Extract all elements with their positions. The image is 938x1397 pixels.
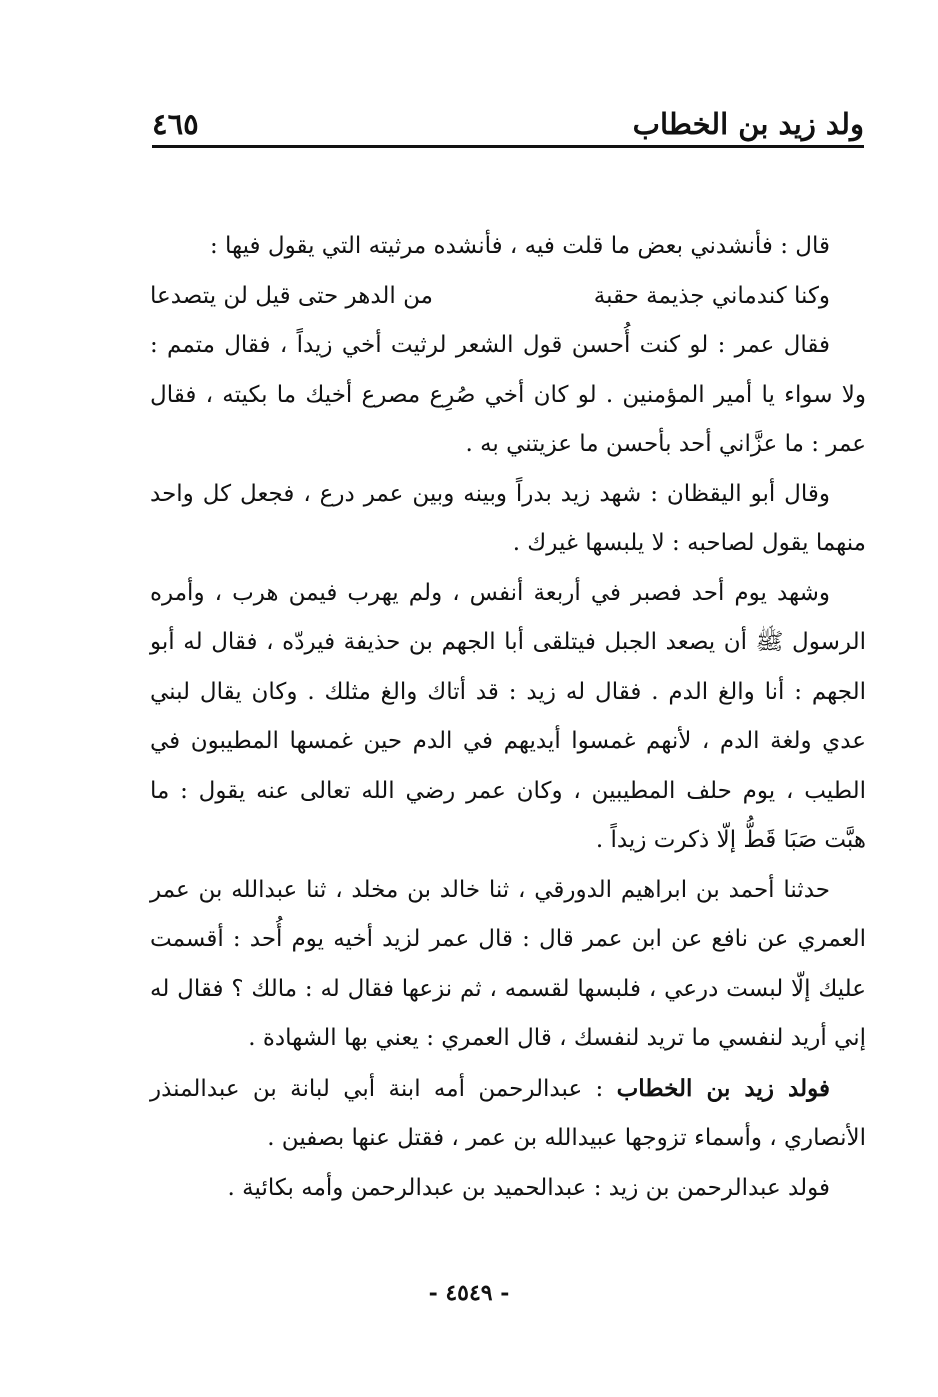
body-text (150, 222, 866, 1213)
paragraph-text: : عبدالرحمن أمه ابنة أبي لبانة بن عبدالمنذر الأنصاري ، وأسماء تزوجها عبيدالله بن عمر ، فقتل عنها بصفين . (150, 1075, 866, 1151)
running-header (152, 98, 864, 148)
paragraph: فقال عمر : لو كنت أُحسن قول الشعر لرثيت أخي زيداً ، فقال متمم : ولا سواء يا أمير المؤمنين . لو كان أخي صُرِع مصرع أخيك ما بكيته ، فقال عمر : ما عزَّاني أحد بأحسن ما عزيتني به . (150, 332, 866, 457)
paragraph: وقال أبو اليقظان : شهد زيد بدراً وبينه وبين عمر درع ، فجعل كل واحد منهما يقول لصاحبه : لا يلبسها غيرك . (150, 480, 866, 556)
paragraph (150, 1064, 866, 1164)
verse-first-hemistich: وكنا كندماني جذيمة حقبة (593, 282, 830, 309)
header-title: ولد زيد بن الخطاب (632, 107, 864, 141)
paragraph: قال : فأنشدني بعض ما قلت فيه ، فأنشده مرثيته التي يقول فيها : (209, 233, 830, 259)
paragraph: حدثنا أحمد بن ابراهيم الدورقي ، ثنا خالد بن مخلد ، ثنا عبدالله بن عمر العمري عن نافع عن ابن عمر قال : قال عمر لزيد أخيه يوم أُحد : أقسمت عليك إلّا لبست درعي ، فلبسها لقسمه ، ثم نزعها فقال له : مالك ؟ فقال له إني أريد لنفسي ما تريد لنفسك ، قال العمري : يعني بها الشهادة . (150, 876, 866, 1051)
section-heading-inline: فولد زيد بن الخطاب (616, 1074, 830, 1102)
paragraph: فولد عبدالرحمن بن زيد : عبدالحميد بن عبدالرحمن وأمه بكائية . (227, 1174, 830, 1201)
footer-page-number: - ٤٥٤٩ - (428, 1280, 510, 1306)
paragraph: وشهد يوم أحد فصبر في أربعة أنفس ، ولم يهرب فيمن هرب ، وأمره الرسول ﷺ أن يصعد الجبل فيتلقى أبا الجهم بن حذيفة فيردّه ، فقال له أبو الجهم : أنا والغ الدم . فقال له زيد : قد أتاك والغ مثلك . وكان يقال لبني عدي ولغة الدم ، لأنهم غمسوا أيديهم في الدم حين غمسها المطيبون في الطيب ، يوم حلف المطيبين ، وكان عمر رضي الله تعالى عنه يقول : ما هبَّت صَبَا قَطُّ إلّا ذكرت زيداً . (150, 579, 866, 853)
header-page-number: ٤٦٥ (152, 107, 199, 141)
verse-second-hemistich: من الدهر حتى قيل لن يتصدعا (150, 282, 433, 309)
poetry-verse (150, 272, 866, 322)
